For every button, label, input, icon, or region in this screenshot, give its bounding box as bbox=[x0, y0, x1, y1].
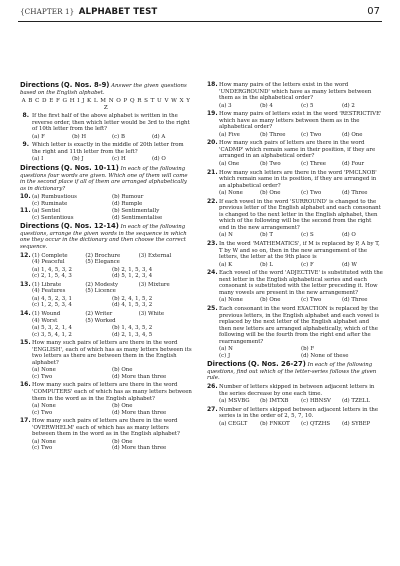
question-14: 14. (1) Wound (2) Writer (3) White (4) Worst (5) Worked bbox=[20, 309, 165, 324]
question-18: 18. How many pairs of the letters exist in the word 'UNDERGROUND' which have as many letters between them as in the alphabetical order? bbox=[207, 81, 372, 102]
options-20 bbox=[207, 161, 383, 168]
option: (b) FNKOT bbox=[260, 420, 290, 427]
directions-8-9: Directions (Q. Nos. 8-9) Answer the given questions based on the English alphabet. bbox=[20, 81, 187, 96]
option: (b) One bbox=[112, 367, 133, 374]
option: (c) Ruminate bbox=[32, 200, 68, 207]
options-12 bbox=[20, 267, 192, 280]
option: (d) O bbox=[342, 232, 356, 239]
option: (c) Three bbox=[301, 161, 326, 168]
option: (a) N bbox=[219, 346, 233, 353]
option: (a) None bbox=[32, 367, 56, 374]
option: (d) 5, 1, 2, 3, 4 bbox=[112, 273, 153, 280]
option: (a) I bbox=[32, 156, 44, 163]
question-22: 22. If each vowel in the word 'SURROUND' is changed to the previous letter of the English alphabet and each consonant is changed to the next letter in the English alphabet, then which of the following will be the second from the right end in the new arrangement? bbox=[207, 197, 381, 231]
option: (b) 2, 1, 5, 3, 4 bbox=[112, 266, 153, 273]
option: (b) Two bbox=[260, 161, 281, 168]
option: (d) Three bbox=[342, 297, 368, 304]
option: (d) O bbox=[152, 156, 166, 163]
options-21 bbox=[207, 190, 383, 197]
question-25: 25. Each consonant in the word EXACTION is replaced by the previous letters, in the English alphabet and each vowel is replaced by the next letter of the English alphabet and then new letters are arranged alphabetically, which of the following will be the fourth from the right end after the rearrangement? bbox=[207, 304, 380, 345]
option: (b) F bbox=[301, 346, 315, 353]
option: (c) Sententious bbox=[32, 214, 74, 221]
options-26 bbox=[207, 398, 383, 405]
option: (c) 1, 2, 5, 3, 4 bbox=[32, 302, 72, 309]
option: (a) K bbox=[219, 261, 233, 268]
option: (d) Three bbox=[342, 190, 368, 197]
option: (a) None bbox=[32, 438, 56, 445]
option: (c) Two bbox=[301, 131, 322, 138]
options-23 bbox=[207, 262, 383, 269]
options-18 bbox=[207, 103, 383, 110]
option: (b) Three bbox=[260, 131, 286, 138]
option: (d) Four bbox=[342, 161, 365, 168]
directions-26-27: Directions (Q. Nos. 26-27) In each of the following questions, find out which of the letter-series follows the given rule. bbox=[207, 360, 377, 382]
question-19: 19. How many pairs of letters exist in the word 'RESTRICTIVE' which have as many letters between them as in the alphabetical order? bbox=[207, 110, 382, 131]
option: (c) Two bbox=[301, 190, 322, 197]
question-15: 15. How many such pairs of letters are there in the word 'ENGLISH', each of which has as many letters between its two letters as there are between them in the English alphabet? bbox=[20, 339, 192, 366]
option: (d) One bbox=[342, 131, 363, 138]
option: (a) Sentiel bbox=[32, 208, 61, 215]
right-column bbox=[207, 82, 383, 429]
option: (a) 1, 4, 5, 3, 2 bbox=[32, 266, 72, 273]
option: (c) Two bbox=[32, 445, 53, 452]
options-22 bbox=[207, 232, 383, 239]
option: (d) More than three bbox=[112, 409, 167, 416]
option: (d) SYBEP bbox=[342, 420, 371, 427]
option: (c) J bbox=[219, 352, 231, 359]
question-11: 11. (a) Sentiel (b) Sentimentally (c) Sententious (d) Sentimentalise bbox=[20, 208, 192, 221]
option: (d) TZELL bbox=[342, 398, 370, 405]
option: (b) L bbox=[260, 261, 273, 268]
question-8: 8. If the first half of the above alphabet is written in the reverse order, then which letter would be 3rd to the right of 10th letter from the left? bbox=[22, 112, 190, 133]
chapter-heading bbox=[20, 7, 157, 17]
option: (b) 2, 4, 1, 5, 2 bbox=[112, 295, 153, 302]
option: (b) One bbox=[112, 403, 133, 410]
option: (b) 1, 4, 3, 5, 2 bbox=[112, 325, 153, 332]
options-9 bbox=[20, 156, 192, 163]
option: (d) W bbox=[342, 261, 357, 268]
question-10: 10. (a) Rumbustious (b) Rumour (c) Ruminate (d) Rumple bbox=[20, 194, 192, 207]
option: (b) One bbox=[260, 297, 281, 304]
option: (d) Sentimentalise bbox=[112, 214, 163, 221]
option: (a) MSVBG bbox=[219, 398, 250, 405]
option: (a) Five bbox=[219, 131, 240, 138]
options-13 bbox=[20, 296, 192, 309]
left-column bbox=[20, 82, 192, 454]
option: (a) One bbox=[219, 161, 240, 168]
question-12: 12. (1) Complete (2) Brochure (3) External (4) Peaceful (5) Elegance bbox=[20, 251, 172, 266]
options-17 bbox=[20, 439, 192, 452]
question-24: 24. Each vowel of the word 'ADJECTIVE' is substituted with the next letter in the English alphabetical series and each consonant is substituted with the letter preceding it. How many vowels are present in the new arrangement? bbox=[207, 269, 383, 296]
options-25 bbox=[207, 346, 383, 359]
options-16 bbox=[20, 403, 192, 416]
options-24 bbox=[207, 297, 383, 304]
option: (b) H bbox=[72, 133, 87, 140]
option: (c) S bbox=[301, 232, 314, 239]
question-17: 17. How many such pairs of letters are there in the word 'OVERWHELM' each of which has as many letters between them in the word as in the English alphabet? bbox=[20, 417, 180, 438]
option: (a) N bbox=[219, 232, 233, 239]
option: (b) One bbox=[112, 438, 133, 445]
option: (a) None bbox=[219, 190, 243, 197]
question-23: 23. In the word 'MATHEMATICS', if M is replaced by P, A by T, T by W and so on, then in the new arrangement of the letters, the letter at the 9th place is bbox=[207, 240, 380, 261]
option: (c) HBNSV bbox=[301, 398, 331, 405]
option: (d) 2, 1, 3, 4, 5 bbox=[112, 331, 153, 338]
option: (c) 5 bbox=[301, 102, 314, 109]
options-15 bbox=[20, 367, 192, 380]
question-16: 16. How many such pairs of letters are there in the word 'COMPUTERS' each of which has as many letters between them in the word as in the English alphabet? bbox=[20, 381, 192, 402]
question-13: 13. (1) Librate (2) Modesty (3) Mixture (4) Features (5) Licence bbox=[20, 280, 170, 295]
option: (c) Two bbox=[32, 373, 53, 380]
option: (c) F bbox=[301, 261, 314, 268]
options-14 bbox=[20, 325, 192, 338]
question-20: 20. How many such pairs of letters are there in the word 'CADMP' which remain same in their position, if they are arranged in an alphabetical order? bbox=[207, 139, 376, 160]
option: (a) None bbox=[32, 403, 56, 410]
option: (a) None bbox=[219, 297, 243, 304]
directions-10-11: Directions (Q. Nos. 10-11) In each of the following questions four words are given. Which one of them will come in the second place if all of them are arranged alphabetically as in dictionary? bbox=[20, 164, 188, 192]
question-21: 21. How many such letters are there in the word 'PMCLNOB' which remain same in its position, if they are arranged in an alphabetical order? bbox=[207, 168, 377, 189]
option: (c) Two bbox=[301, 297, 322, 304]
option: (a) CEGLT bbox=[219, 420, 248, 427]
chapter-label: {CHAPTER 1} bbox=[20, 7, 75, 16]
option: (c) 3, 5, 4, 1, 2 bbox=[32, 331, 72, 338]
option: (c) QTZHS bbox=[301, 420, 331, 427]
option: (b) Sentimentally bbox=[112, 208, 160, 215]
option: (c) B bbox=[112, 133, 125, 140]
page-number: 07 bbox=[367, 6, 380, 17]
option: (b) J bbox=[72, 156, 84, 163]
options-8 bbox=[20, 134, 192, 141]
option: (c) 2, 1, 5, 4, 3 bbox=[32, 273, 72, 280]
option: (d) 4, 1, 5, 3, 2 bbox=[112, 302, 153, 309]
option: (a) 5, 3, 2, 1, 4 bbox=[32, 325, 72, 332]
option: (b) T bbox=[260, 232, 273, 239]
option: (d) 2 bbox=[342, 102, 355, 109]
chapter-title: ALPHABET TEST bbox=[78, 7, 158, 17]
header-rule bbox=[18, 21, 382, 22]
option: (b) 4 bbox=[260, 102, 273, 109]
option: (d) More than three bbox=[112, 373, 167, 380]
option: (b) IMTXB bbox=[260, 398, 289, 405]
option: (d) None of these bbox=[301, 352, 349, 359]
option: (d) A bbox=[152, 133, 166, 140]
option: (b) One bbox=[260, 190, 281, 197]
option: (a) Rumbustious bbox=[32, 194, 77, 201]
directions-12-14: Directions (Q. Nos. 12-14) In each of the following questions, arrange the given words in the sequence in which one they occur in the dictionary and then choose the correct sequence. bbox=[20, 222, 187, 251]
question-9: 9. Which letter is exactly in the middle of 20th letter from the right and 11th letter from the left? bbox=[22, 141, 184, 155]
option: (c) Two bbox=[32, 409, 53, 416]
options-19 bbox=[207, 132, 383, 139]
question-26: 26. Number of letters skipped in between adjacent letters in the series decrease by one each time. bbox=[207, 382, 375, 397]
option: (d) More than three bbox=[112, 445, 167, 452]
option: (b) Rumour bbox=[112, 194, 144, 201]
option: (c) H bbox=[112, 156, 126, 163]
option: (a) 3 bbox=[219, 102, 232, 109]
alphabet-line: A B C D E F G H I J K L M N O P Q R S T U V W X Y Z bbox=[21, 98, 191, 111]
option: (d) Rumple bbox=[112, 200, 143, 207]
option: (a) 4, 5, 2, 3, 1 bbox=[32, 295, 72, 302]
option: (a) F bbox=[32, 133, 45, 140]
question-27: 27. Number of letters skipped between adjacent letters in the series is in the order of 2, 5, 7, 10. bbox=[207, 405, 379, 420]
options-27 bbox=[207, 421, 383, 428]
